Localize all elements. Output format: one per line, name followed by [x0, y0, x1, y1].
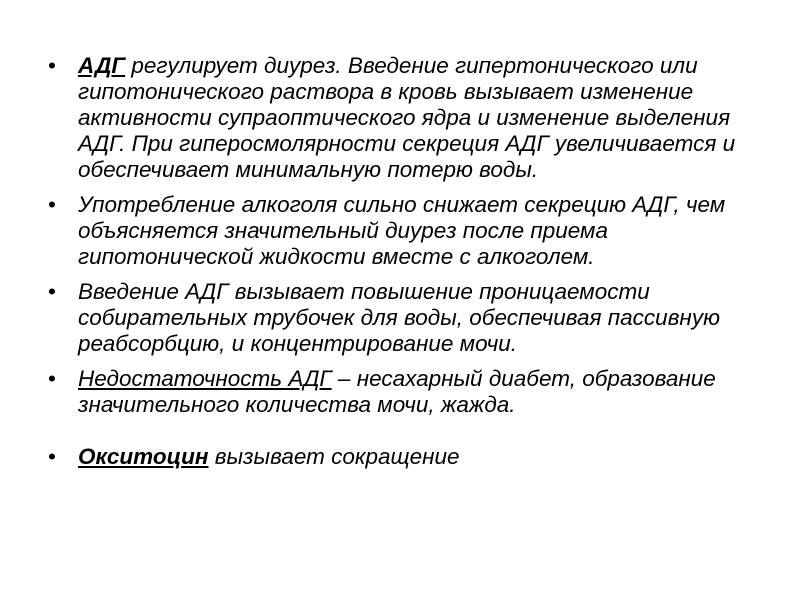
bullet-permeability	[48, 279, 758, 357]
term-adh: АДГ	[78, 53, 126, 78]
bullet-alcohol	[48, 192, 758, 270]
bullet-text: – несахарный диабет, образование значительного количества мочи, жажда.	[78, 366, 716, 417]
bullet-text: Употребление алкоголя сильно снижает секрецию АДГ, чем объясняется значительный диурез после приема гипотонической жидкости вместе с алкоголем.	[78, 192, 726, 269]
bullet-adh-deficiency	[48, 366, 758, 418]
bullet-text: регулирует диурез. Введение гипертонического или гипотонического раствора в кровь вызывает изменение активности супраоптического ядра и изменение выделения АДГ. При гиперосмолярности секреция АДГ увеличивается и обеспечивает минимальную потерю воды.	[78, 53, 736, 182]
term-oxytocin: Окситоцин	[78, 444, 209, 469]
bullet-adh-regulation	[48, 53, 758, 183]
term-adh-deficiency: Недостаточность АДГ	[78, 366, 332, 391]
bullet-oxytocin	[48, 444, 758, 470]
bullet-list	[48, 53, 758, 479]
bullet-text: Введение АДГ вызывает повышение проницаемости собирательных трубочек для воды, обеспечивая пассивную реабсорбцию, и концентрирование мочи.	[78, 279, 720, 356]
bullet-text: вызывает сокращение	[208, 444, 460, 469]
